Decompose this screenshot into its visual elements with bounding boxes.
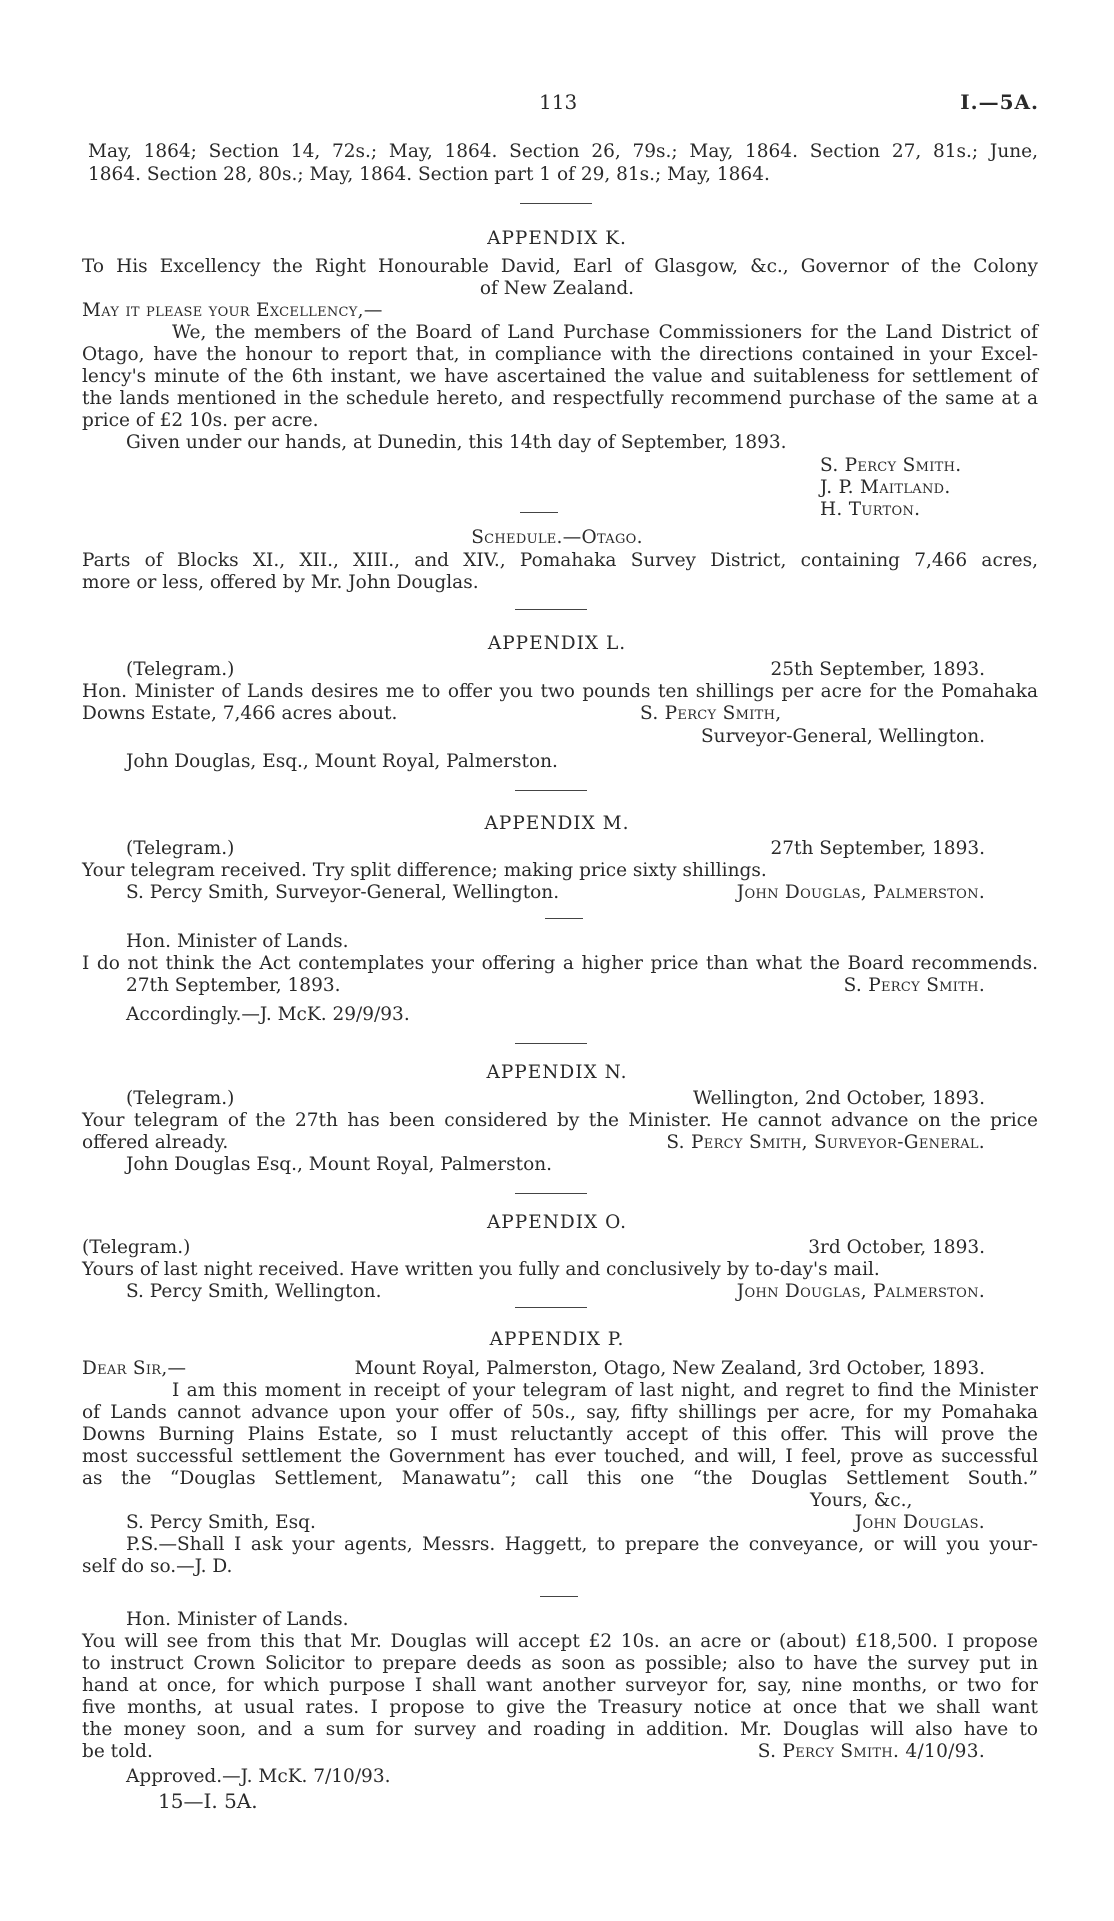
date-line: 27th September, 1893. (770, 838, 985, 859)
salutation: Dear Sir,— (82, 1358, 187, 1379)
printer-signature-mark: 15—I. 5A. (158, 1789, 258, 1813)
address-line: John Douglas Esq., Mount Royal, Palmerston. (126, 1154, 553, 1175)
section-divider (520, 203, 592, 204)
approval-note: Approved.—J. McK. 7/10/93. (126, 1766, 391, 1787)
minute-recipient: Hon. Minister of Lands. (126, 931, 349, 952)
date-line: 3rd October, 1893. (808, 1237, 985, 1258)
telegram-tag: (Telegram.) (82, 1237, 191, 1258)
address-line: John Douglas, Esq., Mount Royal, Palmerston. (126, 751, 558, 772)
telegram-tag: (Telegram.) (126, 659, 235, 680)
appendix-heading: APPENDIX K. (487, 228, 627, 249)
body-line: hand at once, for which purpose I shall want another surveyor for, say, nine months, or two for (82, 1675, 1038, 1696)
body-line: as the “Douglas Settlement, Manawatu”; call this one “the Douglas Settlement South.” (82, 1468, 1038, 1489)
body-line: of Lands cannot advance upon your offer of 50s., say, fifty shillings per acre, for my Pomahaka (82, 1402, 1038, 1423)
signature: S. Percy Smith. (843, 975, 985, 996)
body-line: the lands mentioned in the schedule hereto, and respectfully recommend purchase of the same at a (82, 388, 1038, 409)
appendix-heading: APPENDIX P. (489, 1329, 625, 1350)
recipient-line: S. Percy Smith, Esq. (126, 1512, 316, 1533)
body-line: We, the members of the Board of Land Purchase Commissioners for the Land District of (172, 322, 1038, 343)
body-line: Downs Burning Plains Estate, so I must reluctantly accept of this offer. This will prove the (82, 1424, 1038, 1445)
intro-line: 1864. Section 28, 80s.; May, 1864. Section part 1 of 29, 81s.; May, 1864. (88, 164, 770, 185)
approval-note: Accordingly.—J. McK. 29/9/93. (126, 1004, 410, 1025)
appendix-heading: APPENDIX N. (486, 1062, 628, 1083)
body-line: Hon. Minister of Lands desires me to offer you two pounds ten shillings per acre for the Pomahaka (82, 681, 1038, 702)
schedule-heading: Schedule.—Otago. (471, 527, 643, 548)
signature: S. Percy Smith, Surveyor-General. (666, 1132, 985, 1153)
signature: John Douglas, Palmerston. (736, 882, 985, 903)
body-line: price of £2 10s. per acre. (82, 410, 319, 431)
signature-title: Surveyor-General, Wellington. (701, 726, 985, 747)
body-line: five months, at usual rates. I propose to give the Treasury notice at once that we shall want (82, 1697, 1038, 1718)
signature: S. Percy Smith, (640, 703, 782, 724)
body-line: You will see from this that Mr. Douglas will accept £2 10s. an acre or (about) £18,500. I propose (82, 1631, 1038, 1652)
appendix-heading: APPENDIX O. (486, 1212, 628, 1233)
section-divider (540, 1596, 578, 1597)
telegram-tag: (Telegram.) (126, 1088, 235, 1109)
page-number: 113 (539, 90, 578, 114)
body-line: most successful settlement the Government has ever touched, and will, I feel, prove as successful (82, 1446, 1038, 1467)
postscript-line: P.S.—Shall I ask your agents, Messrs. Haggett, to prepare the conveyance, or will you your- (126, 1534, 1038, 1555)
date-line: 27th September, 1893. (126, 975, 341, 996)
document-reference: I.—5A. (960, 90, 1039, 114)
signatory: S. Percy Smith. (820, 455, 962, 476)
schedule-line: more or less, offered by Mr. John Douglas. (82, 572, 479, 593)
schedule-line: Parts of Blocks XI., XII., XIII., and XIV., Pomahaka Survey District, containing 7,466 acres, (82, 550, 1038, 571)
recipient-line: S. Percy Smith, Surveyor-General, Wellington. (126, 882, 560, 903)
recipient-line: S. Percy Smith, Wellington. (126, 1281, 382, 1302)
section-divider (515, 790, 587, 791)
appendix-heading: APPENDIX L. (487, 633, 627, 654)
section-divider (515, 1043, 587, 1044)
signature: John Douglas. (854, 1512, 985, 1533)
section-divider (520, 512, 558, 513)
body-line: Otago, have the honour to report that, in compliance with the directions contained in your Excel- (82, 344, 1038, 365)
telegram-tag: (Telegram.) (126, 838, 235, 859)
body-line: to instruct Crown Solicitor to prepare deeds as soon as possible; also to have the survey put in (82, 1653, 1038, 1674)
body-line: the money soon, and a sum for survey and roading in addition. Mr. Douglas will also have to (82, 1719, 1038, 1740)
address-line: of New Zealand. (479, 278, 635, 299)
body-line: Yours of last night received. Have written you fully and conclusively by to-day's mail. (82, 1259, 880, 1280)
date-line: 25th September, 1893. (770, 659, 985, 680)
address-line: To His Excellency the Right Honourable David, Earl of Glasgow, &c., Governor of the Colony (82, 256, 1038, 277)
signatory: J. P. Maitland. (820, 477, 951, 498)
postscript-line: self do so.—J. D. (82, 1556, 233, 1577)
body-line: be told. (82, 1741, 153, 1762)
signature: S. Percy Smith. 4/10/93. (757, 1741, 985, 1762)
body-line: lency's minute of the 6th instant, we have ascertained the value and suitableness for settlement of (82, 366, 1038, 387)
salutation: May it please your Excellency,— (82, 300, 383, 321)
address-line: Mount Royal, Palmerston, Otago, New Zealand, 3rd October, 1893. (354, 1358, 985, 1379)
body-line: Your telegram received. Try split difference; making price sixty shillings. (82, 860, 767, 881)
closing: Yours, &c., (810, 1490, 913, 1511)
section-divider (515, 609, 587, 610)
date-line: Wellington, 2nd October, 1893. (692, 1088, 985, 1109)
body-line: I do not think the Act contemplates your offering a higher price than what the Board recommends. (82, 953, 1038, 974)
signature: John Douglas, Palmerston. (736, 1281, 985, 1302)
section-divider (515, 1307, 587, 1308)
body-line: Given under our hands, at Dunedin, this 14th day of September, 1893. (126, 432, 787, 453)
body-line: Your telegram of the 27th has been considered by the Minister. He cannot advance on the price (82, 1110, 1038, 1131)
body-line: I am this moment in receipt of your telegram of last night, and regret to find the Minister (172, 1380, 1038, 1401)
intro-line: May, 1864; Section 14, 72s.; May, 1864. Section 26, 79s.; May, 1864. Section 27, 81s.; June, (88, 141, 1038, 162)
body-line: Downs Estate, 7,466 acres about. (82, 703, 398, 724)
appendix-heading: APPENDIX M. (484, 813, 630, 834)
section-divider (545, 918, 583, 919)
minute-recipient: Hon. Minister of Lands. (126, 1609, 349, 1630)
signatory: H. Turton. (820, 499, 921, 520)
section-divider (515, 1193, 587, 1194)
body-line: offered already. (82, 1132, 229, 1153)
